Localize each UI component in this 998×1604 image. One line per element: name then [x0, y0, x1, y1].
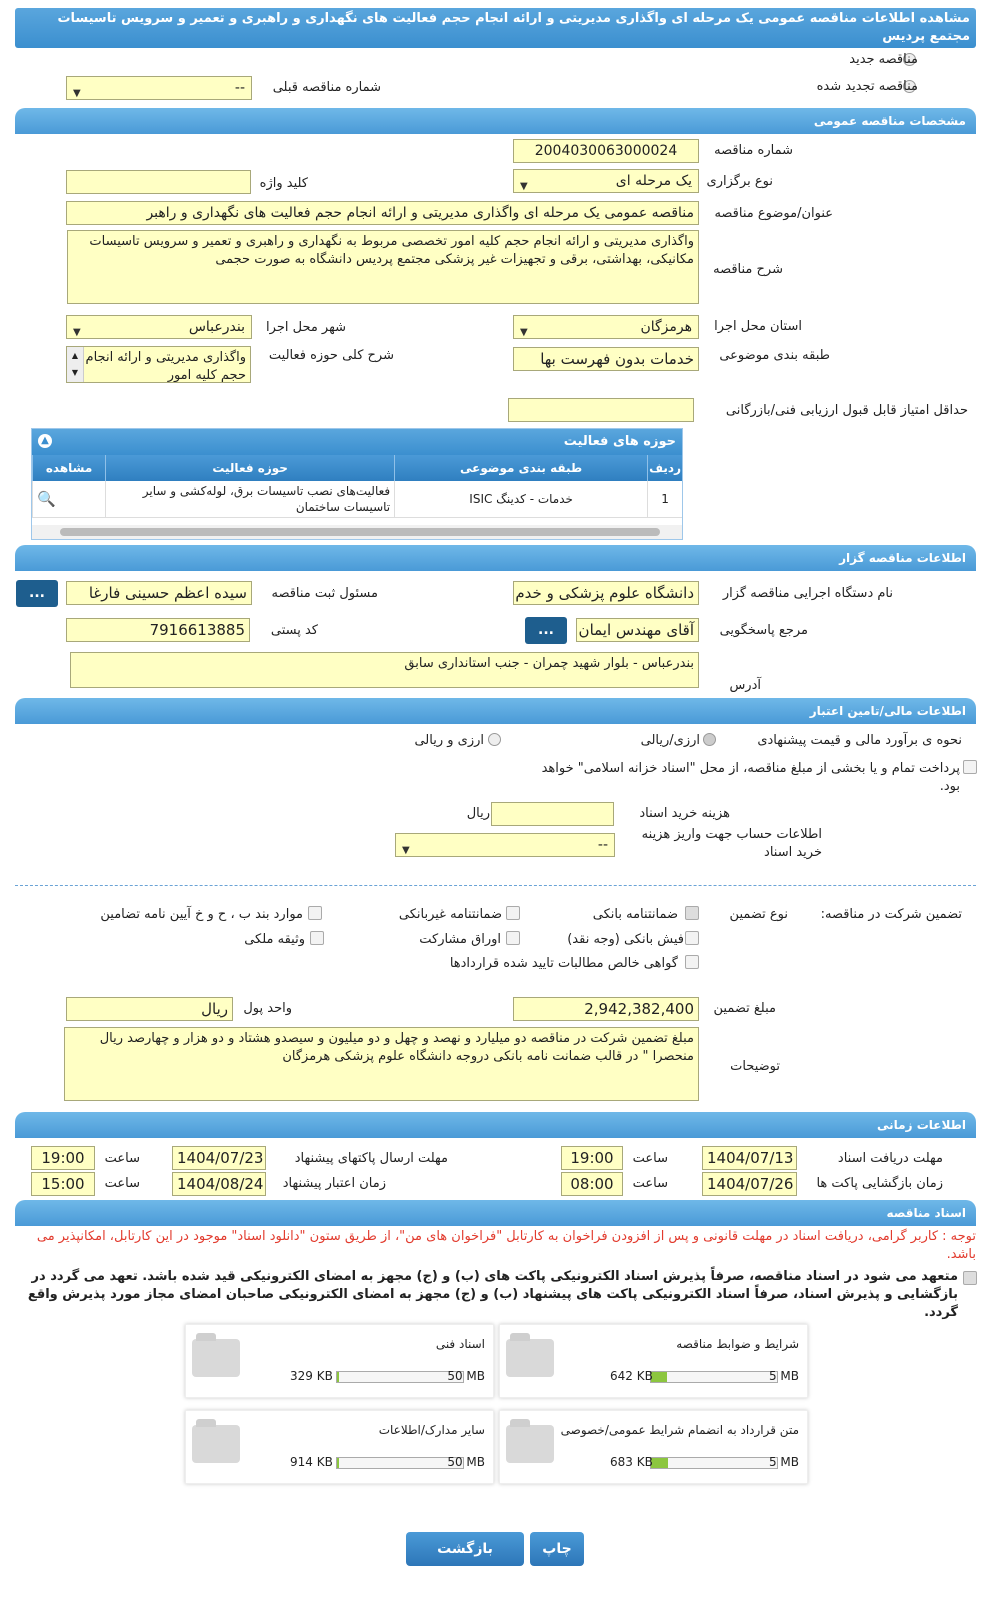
doc-receive-label: مهلت دریافت اسناد	[837, 1151, 943, 1166]
currency-field[interactable]: ریال	[66, 997, 233, 1021]
doc-cost-field[interactable]	[491, 802, 614, 826]
postal-code-label: کد پستی	[270, 623, 318, 638]
file-progress	[336, 1371, 464, 1383]
prev-number-select[interactable]: -- ▼	[66, 76, 252, 100]
open-time[interactable]: 08:00	[561, 1172, 623, 1196]
view-magnifier-icon[interactable]: 🔍	[37, 490, 56, 508]
divider	[15, 885, 976, 886]
col-view: مشاهده	[33, 455, 106, 481]
file-name: سایر مدارک/اطلاعات	[378, 1423, 485, 1437]
responder-label: مرجع پاسخگویی	[719, 623, 808, 638]
opt-bonds-checkbox[interactable]	[506, 931, 520, 945]
address-field[interactable]: بندرعباس - بلوار شهید چمران - جنب استانداری سابق	[70, 652, 699, 688]
section-tenderer: اطلاعات مناقصه گزار	[15, 545, 976, 571]
estimate-rial-radio[interactable]	[703, 733, 716, 746]
chevron-down-icon: ▼	[402, 845, 410, 856]
commitment-checkbox[interactable]	[963, 1271, 977, 1285]
file-name: اسناد فنی	[435, 1337, 485, 1351]
valid-time-label: ساعت	[104, 1176, 140, 1191]
chevron-down-icon: ▼	[520, 181, 528, 192]
min-score-field[interactable]	[508, 398, 694, 422]
chevron-down-icon: ▼	[73, 88, 81, 99]
section-financial: اطلاعات مالی/تامین اعتبار	[15, 698, 976, 724]
opt-nonbank-guarantee-label: ضمانتنامه غیربانکی	[398, 907, 502, 922]
tender-number-label: شماره مناقصه	[714, 143, 793, 158]
file-progress	[650, 1371, 778, 1383]
valid-label: زمان اعتبار پیشنهاد	[282, 1176, 386, 1191]
org-label: نام دستگاه اجرایی مناقصه گزار	[722, 586, 893, 601]
subject-field[interactable]: مناقصه عمومی یک مرحله ای واگذاری مدیریتی و ارائه انجام حجم فعالیت های نگهداری و راهبر	[66, 201, 699, 225]
activity-grid-title: حوزه های فعالیت ▲	[32, 429, 682, 455]
officer-field[interactable]: سیده اعظم حسینی فارغا	[66, 581, 252, 605]
file-size: 914 KB	[290, 1455, 333, 1469]
page-title: مشاهده اطلاعات مناقصه عمومی یک مرحله ای واگذاری مدیریتی و ارائه انجام حجم فعالیت های نگهداری و راهبری و تعمیر و سرویس تاسیسات مجتمع پردیس	[15, 8, 976, 48]
folder-icon	[506, 1425, 554, 1463]
keyword-field[interactable]	[66, 170, 251, 194]
province-label: استان محل اجرا	[714, 319, 802, 334]
tender-type-label: نوع برگزاری	[706, 174, 773, 189]
file-max-size: 5 MB	[768, 1369, 799, 1383]
file-card[interactable]	[185, 1410, 494, 1484]
opt-claims-label: گواهی خالص مطالبات تایید شده قراردادها	[449, 956, 678, 971]
doc-receive-date[interactable]: 1404/07/13	[702, 1146, 797, 1170]
file-card[interactable]	[499, 1324, 808, 1398]
send-label: مهلت ارسال پاکتهای پیشنهاد	[294, 1151, 448, 1166]
doc-receive-time[interactable]: 19:00	[561, 1146, 623, 1170]
currency-label: واحد پول	[243, 1001, 292, 1016]
file-name: متن قرارداد به انضمام شرایط عمومی/خصوصی	[560, 1423, 799, 1437]
org-field[interactable]: دانشگاه علوم پزشکی و خدم	[513, 581, 699, 605]
notes-label: توضیحات	[730, 1059, 780, 1074]
select-officer-button[interactable]: ...	[16, 580, 58, 607]
opt-property-checkbox[interactable]	[310, 931, 324, 945]
file-card[interactable]	[499, 1410, 808, 1484]
chevron-down-icon: ▼	[520, 327, 528, 338]
section-documents: اسناد مناقصه	[15, 1200, 976, 1226]
estimate-both-radio[interactable]	[488, 733, 501, 746]
folder-icon	[192, 1425, 240, 1463]
valid-date[interactable]: 1404/08/24	[172, 1172, 266, 1196]
col-field: حوزه فعالیت	[106, 455, 395, 481]
officer-label: مسئول ثبت مناقصه	[271, 586, 378, 601]
opt-clauses-checkbox[interactable]	[308, 906, 322, 920]
renewed-tender-label: مناقصه تجدید شده	[816, 79, 918, 94]
section-timing: اطلاعات زمانی	[15, 1112, 976, 1138]
keyword-label: کلید واژه	[259, 176, 308, 191]
file-progress	[336, 1457, 464, 1469]
collapse-icon[interactable]: ▲	[38, 434, 52, 448]
send-time[interactable]: 19:00	[31, 1146, 95, 1170]
row-category: خدمات - کدینگ ISIC	[395, 481, 648, 518]
file-name: شرایط و ضوابط مناقصه	[676, 1337, 799, 1351]
scrollbar[interactable]: ▲ ▼	[67, 347, 84, 382]
section-general: مشخصات مناقصه عمومی	[15, 108, 976, 134]
file-progress	[650, 1457, 778, 1469]
estimate-both-label: ارزی و ریالی	[414, 733, 484, 748]
activity-desc-field[interactable]: واگذاری مدیریتی و ارائه انجام حجم کلیه امور	[66, 346, 251, 383]
file-size: 683 KB	[610, 1455, 653, 1469]
col-category: طبقه بندی موضوعی	[395, 455, 648, 481]
activity-table	[32, 455, 682, 518]
chevron-down-icon: ▼	[73, 327, 81, 338]
open-date[interactable]: 1404/07/26	[702, 1172, 797, 1196]
description-label: شرح مناقصه	[713, 262, 783, 277]
responder-field[interactable]: آقای مهندس ایمان	[576, 618, 699, 642]
opt-nonbank-guarantee-checkbox[interactable]	[506, 906, 520, 920]
tender-number-field[interactable]: 2004030063000024	[513, 139, 699, 163]
activity-grid	[31, 428, 683, 540]
category-label: طبقه بندی موضوعی	[719, 348, 830, 363]
postal-code-field[interactable]: 7916613885	[66, 618, 250, 642]
doc-receive-time-label: ساعت	[632, 1151, 668, 1166]
amount-label: مبلغ تضمین	[713, 1001, 776, 1016]
print-button[interactable]: چاپ	[530, 1532, 584, 1566]
description-field[interactable]: واگذاری مدیریتی و ارائه انجام حجم کلیه امور تخصصی مربوط به نگهداری و راهبری و تعمیر و سرویس تاسیسات مکانیکی، بهداشتی، برقی و تجهیزات غیر پزشکی مجتمع پردیس دانشگاه به صورت حجمی	[67, 230, 699, 304]
treasury-text: پرداخت تمام و یا بخشی از مبلغ مناقصه، از محل "اسناد خزانه اسلامی" خواهد بود.	[541, 761, 960, 794]
new-tender-label: مناقصه جدید	[849, 52, 918, 67]
estimate-rial-label: ارزی/ریالی	[640, 733, 700, 748]
city-label: شهر محل اجرا	[266, 320, 346, 335]
opt-cash-receipt-checkbox[interactable]	[685, 931, 699, 945]
send-time-label: ساعت	[104, 1151, 140, 1166]
file-size: 329 KB	[290, 1369, 333, 1383]
guarantee-label: تضمین شرکت در مناقصه:	[820, 907, 962, 922]
doc-cost-label: هزینه خرید اسناد	[639, 806, 730, 821]
opt-clauses-label: موارد بند ب ، ح و خ آیین نامه تضامین	[100, 907, 303, 922]
treasury-checkbox[interactable]	[963, 760, 977, 774]
doc-cost-unit: ریال	[466, 806, 490, 821]
opt-bank-guarantee-label: ضمانتنامه بانکی	[592, 907, 678, 922]
guarantee-type-label: نوع تضمین	[729, 907, 788, 922]
file-max-size: 5 MB	[768, 1455, 799, 1469]
opt-bank-guarantee-checkbox[interactable]	[685, 906, 699, 920]
opt-claims-checkbox[interactable]	[685, 955, 699, 969]
notes-field[interactable]: مبلغ تضمین شرکت در مناقصه دو میلیارد و نهصد و چهل و دو میلیون و سیصدو هشتاد و دو هزار و چهارصد ریال منحصرا " در قالب ضمانت نامه بانکی دروجه دانشگاه علوم پزشکی هرمزگان	[64, 1027, 699, 1101]
file-max-size: 50 MB	[447, 1455, 485, 1469]
account-label: اطلاعات حساب جهت واریز هزینه خرید اسناد	[641, 827, 822, 860]
open-label: زمان بازگشایی پاکت ها	[816, 1176, 943, 1191]
scrollbar[interactable]	[32, 525, 682, 539]
row-field: فعالیت‌های نصب تاسیسات برق، لوله‌کشی و سایر تاسیسات ساختمان	[106, 481, 395, 518]
file-max-size: 50 MB	[447, 1369, 485, 1383]
commitment-text: متعهد می شود در اسناد مناقصه، صرفاً پذیرش اسناد الکترونیکی پاکت های (ب) و (ج) مجهز به امضای الکترونیکی قید شده باشد. تعهد می گردد در بازگشایی و پذیرش اسناد، صرفاً اسناد الکترونیکی پاکت های پیشنهاد (ب) و (ج) مجهز به امضای الکترونیکی صاحبان امضای مجاز مورد پذیرش واقع گردد.	[27, 1269, 958, 1320]
file-size: 642 KB	[610, 1369, 653, 1383]
category-field[interactable]: خدمات بدون فهرست بها	[513, 347, 699, 371]
send-date[interactable]: 1404/07/23	[172, 1146, 266, 1170]
opt-cash-receipt-label: فیش بانکی (وجه نقد)	[567, 932, 684, 947]
tender-type-select[interactable]: یک مرحله ای ▼	[513, 169, 699, 193]
account-select[interactable]: -- ▼	[395, 833, 615, 857]
col-index: ردیف	[648, 455, 682, 481]
row-index: 1	[648, 481, 682, 518]
file-card[interactable]	[185, 1324, 494, 1398]
open-time-label: ساعت	[632, 1176, 668, 1191]
activity-desc-label: شرح کلی حوزه فعالیت	[268, 348, 394, 363]
prev-number-label: شماره مناقصه قبلی	[272, 80, 381, 95]
back-button[interactable]: بازگشت	[406, 1532, 524, 1566]
folder-icon	[192, 1339, 240, 1377]
select-responder-button[interactable]: ...	[525, 617, 567, 644]
city-select[interactable]: بندرعباس ▼	[66, 315, 252, 339]
province-select[interactable]: هرمزگان ▼	[513, 315, 699, 339]
documents-notice: توجه : کاربر گرامی، دریافت اسناد در مهلت قانونی و پس از افزودن فراخوان به کارتابل "فراخوان های من"، از طریق ستون "دانلود اسناد" موجود در این کارتابل، امکانپذیر می باشد.	[36, 1229, 976, 1262]
opt-bonds-label: اوراق مشارکت	[419, 932, 501, 947]
subject-label: عنوان/موضوع مناقصه	[714, 206, 833, 221]
table-row	[33, 481, 683, 518]
opt-property-label: وثیقه ملکی	[244, 932, 305, 947]
folder-icon	[506, 1339, 554, 1377]
amount-field[interactable]: 2,942,382,400	[513, 997, 699, 1021]
address-label: آدرس	[729, 678, 761, 693]
min-score-label: حداقل امتیاز قابل قبول ارزیابی فنی/بازرگانی	[725, 403, 968, 418]
estimate-label: نحوه ی برآورد مالی و قیمت پیشنهادی	[757, 733, 962, 748]
valid-time[interactable]: 15:00	[31, 1172, 95, 1196]
